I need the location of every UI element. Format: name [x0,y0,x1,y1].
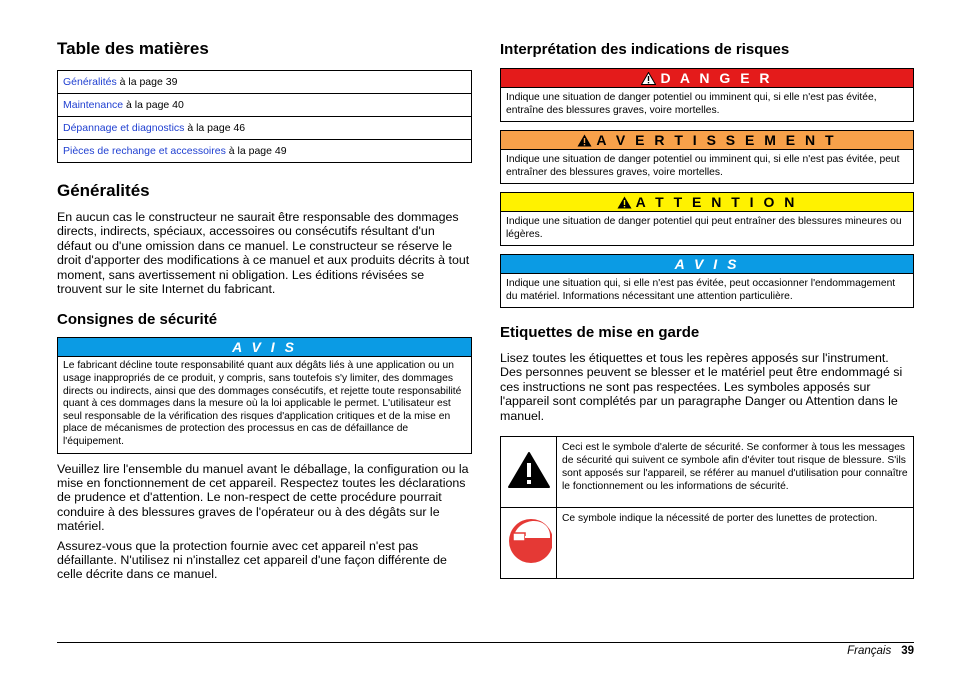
warning-triangle-icon [617,196,632,209]
toc-ref: à la page 49 [225,145,287,157]
danger-text: Indique une situation de danger potentiel ou imminent qui, si elle n'est pas évitée, entraîne des blessures graves, voire mortelles. [506,92,877,116]
avis-header: A V I S [58,338,471,357]
toc-link[interactable]: Généralités [63,76,117,88]
avertissement-box [500,130,914,184]
toc-row [58,94,472,117]
consignes-title: Consignes de sécurité [57,311,218,329]
toc-row [58,117,472,140]
avertissement-header [501,131,913,150]
consignes-paragraph-1: Veuillez lire l'ensemble du manuel avant le déballage, la configuration ou la mise en fonctionnement de cet appareil. Respectez toutes les déclarations de prudence et d'attention. Le non-respect de cette procédure pourrait conduire à des blessures graves de l'opérateur ou à des dégâts sur le matériel. [57,461,469,534]
danger-header [501,69,913,88]
avis-risk-header: A V I S [501,255,913,274]
attention-text: Indique une situation de danger potentiel qui peut entraîner des blessures mineures ou légères. [506,216,902,240]
labels-row [501,437,914,508]
toc-link[interactable]: Pièces de rechange et accessoires [63,145,226,157]
toc-ref: à la page 40 [123,99,184,111]
avis-text: Le fabricant décline toute responsabilité quant aux dégâts liés à une application ou un usage inappropriés de ce produit, y compris, sans toutefois s'y limiter, des dommages directs ou indirects, ainsi que des dommages consécutifs, et rejette toute responsabilité quant à ces dommages dans la mesure où la loi applicable le permet. L'utilisateur est seul responsable de la vérification des risques d'application critiques et de la mise en place de mécanismes de protection des processus en cas de défaillance de l'équipement. [63,360,462,447]
warning-triangle-icon [577,134,592,147]
avis-risk-text: Indique une situation qui, si elle n'est pas évitée, peut occasionner l'endommagement du matériel. Informations nécessitant une attention particulière. [506,278,896,302]
consignes-paragraph-2: Assurez-vous que la protection fournie avec cet appareil n'est pas défaillante. N'utilisez ni n'installez cet appareil d'une façon différente de celle décrite dans ce manuel. [57,538,447,582]
labels-table [500,436,914,579]
warning-triangle-icon [641,72,656,85]
avertissement-label: A V E R T I S S E M E N T [596,132,837,148]
attention-label: A T T E N T I O N [635,194,798,210]
toc-ref: à la page 46 [184,122,246,134]
etiquettes-paragraph: Lisez toutes les étiquettes et tous les repères apposés sur l'instrument. Des personnes peuvent se blesser et le matériel peut être endommagé si ces instructions ne sont pas respectées. Les symboles apposés sur l'appareil sont complétés par un paragraphe Danger ou Attention dans le manuel. [500,351,903,423]
footer-divider [57,642,914,643]
footer [847,644,914,658]
warning-triangle-icon [507,451,551,489]
label-alert-text: Ceci est le symbole d'alerte de sécurité. Se conformer à tous les messages de sécurité qui suivent ce symbole afin d'éviter tout risque de blessure. S'ils sont apposés sur l'appareil, se référer au manuel d'utilisation pour connaître le fonctionnement ou les informations de sécurité. [557,437,914,508]
left-column [57,38,472,582]
toc-row [58,140,472,163]
page-number: 39 [901,645,914,657]
toc-ref: à la page 39 [116,76,178,88]
toc-title: Table des matières [57,39,209,58]
generalites-title: Généralités [57,181,150,200]
right-column [500,40,914,579]
toc-table [57,70,472,163]
label-ppe-text: Ce symbole indique la nécessité de porter des lunettes de protection. [557,508,914,579]
danger-box [500,68,914,122]
avis-risk-box [500,254,914,308]
avertissement-text: Indique une situation de danger potentiel ou imminent qui, si elle n'est pas évitée, peut entraîner des blessures graves, voire mortelles. [506,154,900,178]
attention-header [501,193,913,212]
toc-row [58,71,472,94]
risques-title: Interprétation des indications de risques [500,41,790,58]
attention-box [500,192,914,246]
generalites-paragraph: En aucun cas le constructeur ne saurait être responsable des dommages directs, indirects, spéciaux, accessoires ou consécutifs résultant d'un défaut ou d'une omission dans ce manuel. Le constructeur se réserve le droit d'apporter des modifications à ce manuel et aux produits décrits à tout moment, sans avertissement ni obligation. Les éditions révisées se trouvent sur le site Internet du fabricant. [57,210,470,297]
toc-link[interactable]: Maintenance [63,99,124,111]
eye-protection-icon [506,516,552,566]
danger-label: D A N G E R [660,70,773,86]
avis-notice-box [57,337,472,453]
toc-link[interactable]: Dépannage et diagnostics [63,122,185,134]
footer-language: Français [847,645,892,657]
labels-row [501,508,914,579]
etiquettes-title: Etiquettes de mise en garde [500,324,700,341]
